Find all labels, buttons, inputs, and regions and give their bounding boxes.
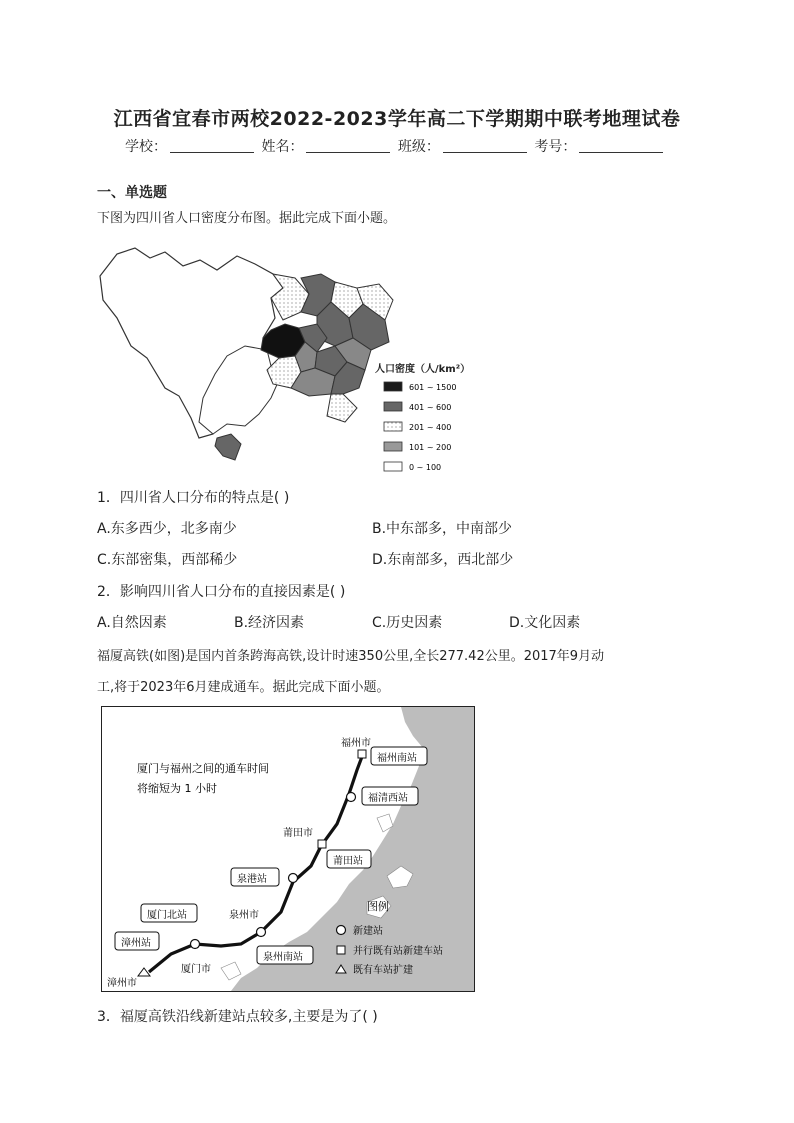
station-putian: 莆田站 (333, 856, 363, 867)
legend-label-5: 0 ~ 100 (409, 463, 442, 472)
q2-option-d[interactable]: D.文化因素 (509, 615, 581, 631)
q1-option-a[interactable]: A.东多西少，北多南少 (97, 521, 237, 537)
legend-swatch-5 (384, 462, 402, 471)
name-blank[interactable] (306, 138, 390, 153)
station-zhangzhou: 漳州站 (121, 938, 151, 949)
class-label: 班级： (397, 139, 440, 155)
legend-items (384, 382, 456, 472)
exam-number-blank[interactable] (579, 138, 663, 153)
legend-swatch-1 (384, 382, 402, 391)
city-putian: 莆田市 (283, 828, 313, 839)
q2-option-c[interactable]: C.历史因素 (372, 615, 443, 631)
sichuan-population-map (95, 238, 475, 478)
student-info (125, 136, 666, 156)
station-fuqingxi: 福清西站 (368, 793, 408, 804)
quangang-station-marker (289, 874, 298, 883)
intro-text-2-line-2: 工,将于2023年6月建成通车。据此完成下面小题。 (97, 680, 390, 695)
section-heading: 一、单选题 (97, 185, 167, 201)
legend-label-1: 601 ~ 1500 (409, 383, 457, 392)
panzhihua-region (215, 434, 241, 460)
legend-label-3: 201 ~ 400 (409, 423, 452, 432)
fuzhou-station-marker (358, 750, 366, 758)
q3-stem: 3．福厦高铁沿线新建站点较多,主要是为了( ) (97, 1009, 378, 1025)
station-quanzhounan: 泉州南站 (263, 952, 303, 963)
q1-stem: 1．四川省人口分布的特点是( ) (97, 490, 290, 506)
legend-label-2: 401 ~ 600 (409, 403, 452, 412)
exam-number-label: 考号： (534, 139, 577, 155)
station-xiamenbei: 厦门北站 (147, 910, 187, 921)
quanzhounan-station-marker (257, 928, 266, 937)
q2-stem: 2．影响四川省人口分布的直接因素是( ) (97, 584, 346, 600)
city-quanzhou: 泉州市 (229, 910, 259, 921)
legend-label-4: 101 ~ 200 (409, 443, 452, 452)
legend-title: 人口密度（人/km²） (375, 364, 471, 375)
legend-swatch-2 (384, 402, 402, 411)
city-fuzhou: 福州市 (341, 738, 371, 749)
station-quangang: 泉港站 (237, 874, 267, 885)
school-label: 学校： (125, 139, 167, 155)
fuxia-railway-map (101, 706, 475, 992)
south-region (327, 394, 357, 422)
intro-text-2-line-1: 福厦高铁(如图)是国内首条跨海高铁,设计时速350公里,全长277.42公里。2017年9月动 (97, 649, 605, 664)
xiamenbei-station-marker (191, 940, 200, 949)
city-xiamen: 厦门市 (181, 964, 211, 975)
legend-swatch-4 (384, 442, 402, 451)
school-blank[interactable] (170, 138, 254, 153)
legend-parallel-station-icon (337, 946, 345, 954)
legend-new-station-icon (337, 926, 346, 935)
station-fuzhounan: 福州南站 (377, 753, 417, 764)
q1-option-c[interactable]: C.东部密集，西部稀少 (97, 552, 238, 568)
legend-expanded-station: 既有车站扩建 (353, 965, 413, 976)
q1-option-b[interactable]: B.中东部多，中南部少 (372, 521, 513, 537)
legend-swatch-3 (384, 422, 402, 431)
class-blank[interactable] (443, 138, 527, 153)
map-legend-title: 图例 (367, 900, 389, 913)
legend-new-station: 新建站 (353, 926, 383, 937)
map-note-line-2: 将缩短为 1 小时 (137, 782, 217, 795)
q2-option-a[interactable]: A.自然因素 (97, 615, 167, 631)
putian-station-marker (318, 840, 326, 848)
intro-text-1: 下图为四川省人口密度分布图。据此完成下面小题。 (97, 211, 397, 226)
fuqingxi-station-marker (347, 793, 356, 802)
page-title: 江西省宜春市两校2022-2023学年高二下学期期中联考地理试卷 (113, 108, 681, 130)
name-label: 姓名： (261, 139, 304, 155)
map-note-line-1: 厦门与福州之间的通车时间 (137, 762, 269, 775)
q1-option-d[interactable]: D.东南部多，西北部少 (372, 552, 514, 568)
q2-option-b[interactable]: B.经济因素 (234, 615, 305, 631)
city-zhangzhou: 漳州市 (107, 978, 137, 989)
legend-parallel-station: 并行既有站新建车站 (353, 946, 443, 957)
